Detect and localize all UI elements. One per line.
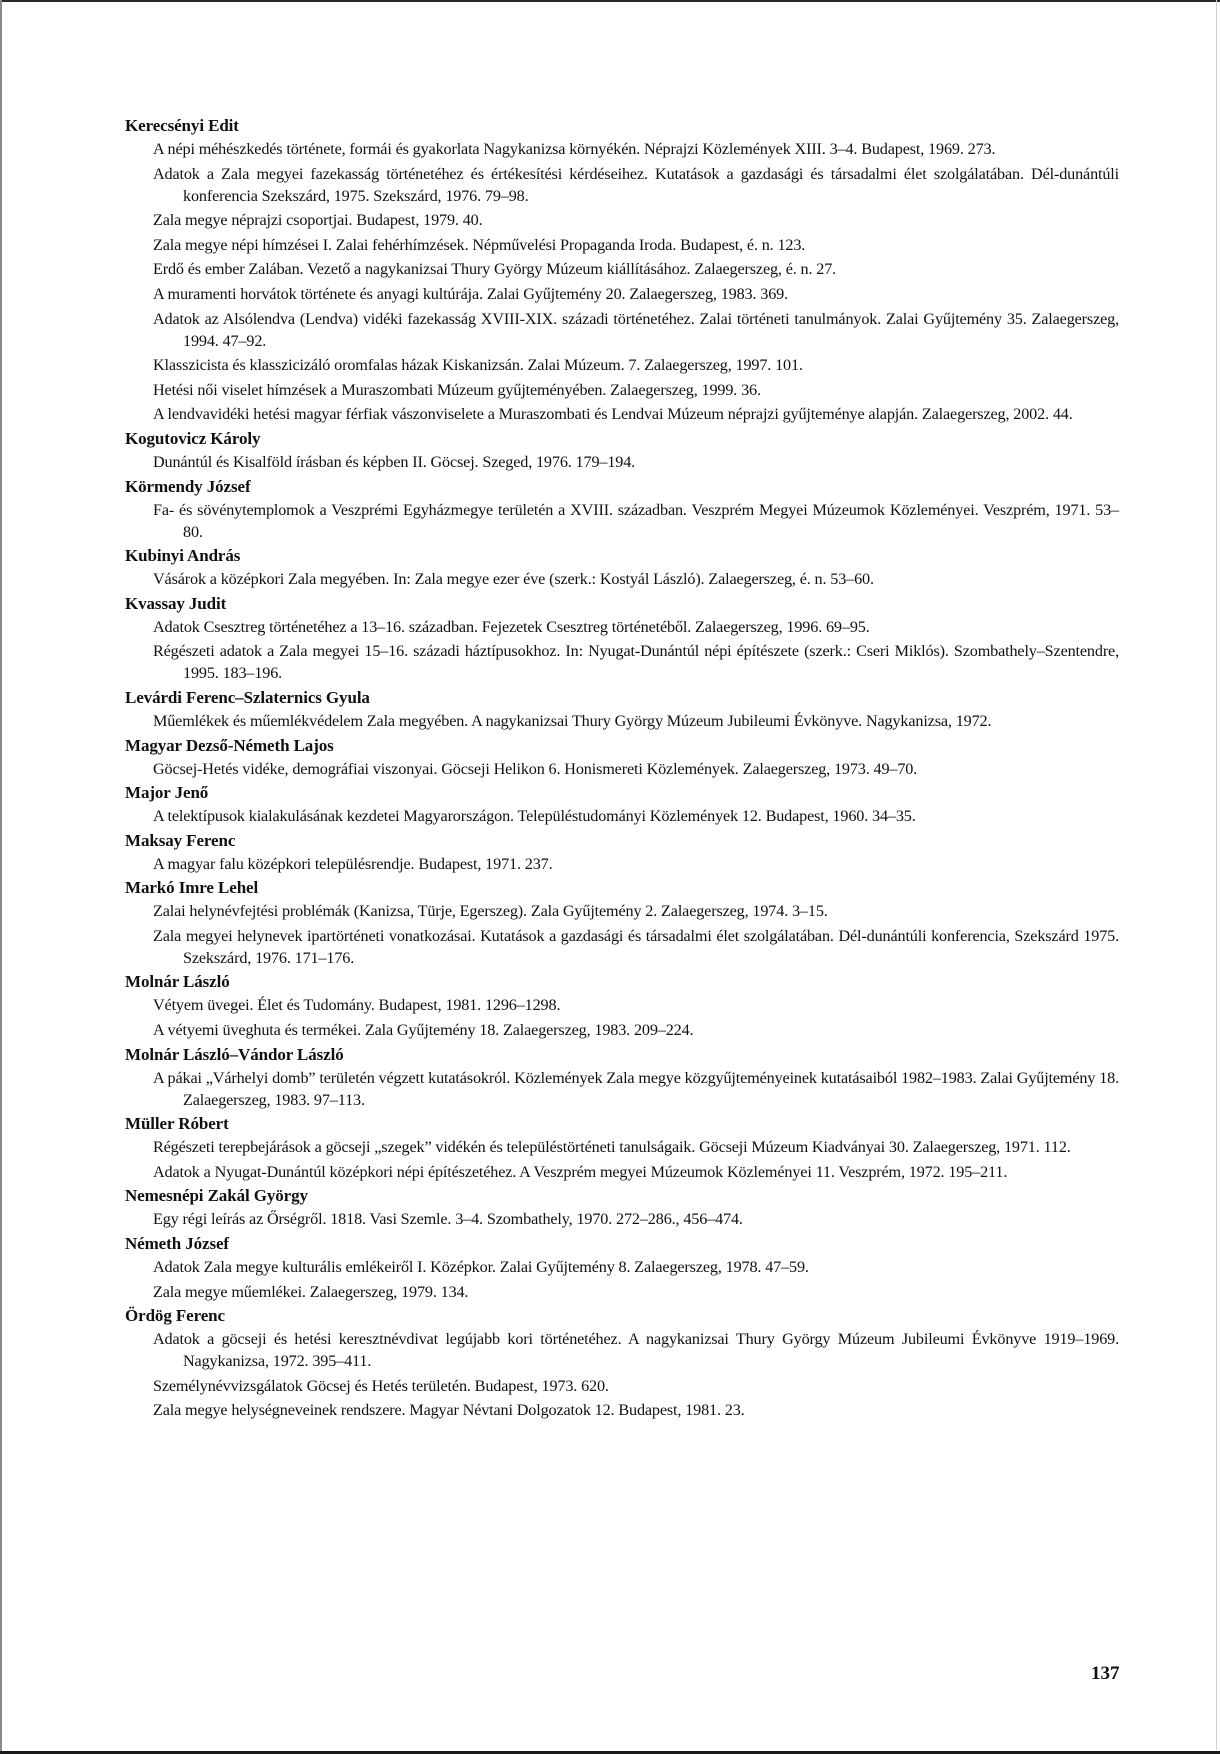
author-heading: Molnár László [125, 972, 230, 992]
bibliography-entry: Személynévvizsgálatok Göcsej és Hetés területén. Budapest, 1973. 620. [153, 1376, 609, 1395]
author-heading: Kerecsényi Edit [125, 116, 239, 135]
author-group [125, 877, 1119, 969]
bibliography-entry: Régészeti adatok a Zala megyei 15–16. századi háztípusokhoz. In: Nyugat-Dunántúl népi építészete (szerk.: Cseri Miklós). Szombathely–Szentendre, 1995. 183–196. [153, 642, 1119, 683]
author-group [125, 687, 1119, 732]
author-group [125, 1113, 1119, 1183]
author-heading: Körmendy József [125, 476, 251, 496]
author-group [125, 428, 1119, 473]
bibliography-entry: Göcsej-Hetés vidéke, demográfiai viszonyai. Göcseji Helikon 6. Honismereti Közlemények. Zalaegerszeg, 1973. 49–70. [153, 759, 918, 778]
author-heading: Kubinyi András [125, 546, 241, 566]
page-edge-left [0, 0, 2, 1754]
author-heading: Maksay Ferenc [125, 830, 236, 850]
bibliography-entry: A muramenti horvátok története és anyagi kultúrája. Zalai Gyűjtemény 20. Zalaegerszeg, 1983. 369. [153, 284, 788, 303]
author-heading: Levárdi Ferenc–Szlaternics Gyula [125, 687, 370, 707]
author-group [125, 735, 1119, 780]
bibliography-entry: Zala megye műemlékei. Zalaegerszeg, 1979. 134. [153, 1282, 469, 1301]
author-group [125, 782, 1119, 827]
author-group [125, 830, 1119, 875]
author-group [125, 1305, 1119, 1421]
bibliography-entry: Dunántúl és Kisalföld írásban és képben II. Göcsej. Szeged, 1976. 179–194. [153, 452, 636, 471]
author-group [125, 1044, 1119, 1111]
author-group [125, 593, 1119, 685]
bibliography-list [125, 113, 1119, 1424]
page-edge-top [0, 0, 1220, 2]
bibliography-entry: Adatok a Zala megyei fazekasság történetéhez és értékesítési kérdéseihez. Kutatások a gazdasági és társadalmi élet szolgálatában. Dél-dunántúli konferencia Szekszárd, 1975. Szekszárd, 1976. 79–98. [153, 164, 1119, 205]
bibliography-entry: A pákai „Várhelyi domb” területén végzett kutatásokról. Közlemények Zala megye közgyűjteményeinek kutatásaiból 1982–1983. Zalai Gyűjtemény 18. Zalaegerszeg, 1983. 97–113. [153, 1068, 1119, 1109]
author-heading: Kogutovicz Károly [125, 428, 261, 448]
author-heading: Nemesnépi Zakál György [125, 1186, 308, 1206]
author-group [125, 476, 1119, 543]
page-number: 137 [1091, 1663, 1120, 1684]
bibliography-entry: Zala megye népi hímzései I. Zalai fehérhímzések. Népművelési Propaganda Iroda. Budapest, é. n. 123. [153, 235, 806, 254]
author-heading: Kvassay Judit [125, 593, 227, 613]
bibliography-entry: Hetési női viselet hímzések a Muraszombati Múzeum gyűjteményében. Zalaegerszeg, 1999. 36. [153, 380, 761, 399]
bibliography-entry: Adatok a göcseji és hetési keresztnévdivat legújabb kori történetéhez. A nagykanizsai Thury György Múzeum Jubileumi Évkönyve 1919–1969. Nagykanizsa, 1972. 395–411. [153, 1330, 1119, 1371]
bibliography-entry: Zala megyei helynevek ipartörténeti vonatkozásai. Kutatások a gazdasági és társadalmi élet szolgálatában. Dél-dunántúli konferencia, Szekszárd 1975. Szekszárd, 1976. 171–176. [153, 926, 1119, 967]
author-heading: Ördög Ferenc [125, 1306, 225, 1326]
bibliography-entry: Műemlékek és műemlékvédelem Zala megyében. A nagykanizsai Thury György Múzeum Jubileumi Évkönyve. Nagykanizsa, 1972. [153, 711, 992, 730]
author-group [125, 545, 1119, 590]
author-heading: Markó Imre Lehel [125, 878, 259, 898]
bibliography-entry: Egy régi leírás az Őrségről. 1818. Vasi Szemle. 3–4. Szombathely, 1970. 272–286., 456–474. [153, 1210, 743, 1229]
bibliography-entry: Vétyem üvegei. Élet és Tudomány. Budapest, 1981. 1296–1298. [153, 996, 561, 1015]
bibliography-entry: Adatok Zala megye kulturális emlékeiről I. Középkor. Zalai Gyűjtemény 8. Zalaegerszeg, 1978. 47–59. [153, 1258, 809, 1277]
author-heading: Müller Róbert [125, 1114, 229, 1134]
bibliography-entry: Adatok Csesztreg történetéhez a 13–16. században. Fejezetek Csesztreg történetéből. Zalaegerszeg, 1996. 69–95. [153, 617, 870, 636]
bibliography-entry: A magyar falu középkori településrendje. Budapest, 1971. 237. [153, 854, 553, 873]
author-heading: Magyar Dezső-Németh Lajos [125, 735, 334, 755]
bibliography-entry: Adatok az Alsólendva (Lendva) vidéki fazekasság XVIII-XIX. századi történetéhez. Zalai történeti tanulmányok. Zalai Gyűjtemény 35. Zalaegerszeg, 1994. 47–92. [153, 309, 1119, 350]
bibliography-entry: Klasszicista és klasszicizáló oromfalas házak Kiskanizsán. Zalai Múzeum. 7. Zalaegerszeg, 1997. 101. [153, 356, 803, 375]
bibliography-entry: Adatok a Nyugat-Dunántúl középkori népi építészetéhez. A Veszprém megyei Múzeumok Közleményei 11. Veszprém, 1972. 195–211. [153, 1162, 1008, 1181]
bibliography-entry: A lendvavidéki hetési magyar férfiak vászonviselete a Muraszombati és Lendvai Múzeum néprajzi gyűjteménye alapján. Zalaegerszeg, 2002. 44. [153, 405, 1073, 424]
author-heading: Molnár László–Vándor László [125, 1044, 344, 1064]
bibliography-entry: Zala megye néprajzi csoportjai. Budapest, 1979. 40. [153, 211, 483, 230]
author-group [125, 1233, 1119, 1303]
bibliography-entry: A telektípusok kialakulásának kezdetei Magyarországon. Településtudományi Közlemények 12. Budapest, 1960. 34–35. [153, 807, 916, 826]
author-group [125, 971, 1119, 1041]
bibliography-entry: Régészeti terepbejárások a göcseji „szegek” vidékén és településtörténeti tanulságaik. Göcseji Múzeum Kiadványai 30. Zalaegerszeg, 1971. 112. [153, 1138, 1071, 1157]
bibliography-entry: Zalai helynévfejtési problémák (Kanizsa, Türje, Egerszeg). Zala Gyűjtemény 2. Zalaegerszeg, 1974. 3–15. [153, 902, 828, 921]
author-heading: Major Jenő [125, 783, 209, 803]
author-group [125, 1185, 1119, 1230]
bibliography-entry: A népi méhészkedés története, formái és gyakorlata Nagykanizsa környékén. Néprajzi Közlemények XIII. 3–4. Budapest, 1969. 273. [153, 140, 996, 158]
bibliography-entry: A vétyemi üveghuta és termékei. Zala Gyűjtemény 18. Zalaegerszeg, 1983. 209–224. [153, 1021, 694, 1040]
page-edge-right [1216, 0, 1217, 1750]
author-group [125, 115, 1119, 425]
bibliography-entry: Vásárok a középkori Zala megyében. In: Zala megye ezer éve (szerk.: Kostyál László). Zalaegerszeg, é. n. 53–60. [153, 570, 874, 589]
author-heading: Németh József [125, 1234, 229, 1254]
bibliography-entry: Zala megye helységneveinek rendszere. Magyar Névtani Dolgozatok 12. Budapest, 1981. 23. [153, 1401, 745, 1420]
bibliography-entry: Fa- és sövénytemplomok a Veszprémi Egyházmegye területén a XVIII. században. Veszprém Megyei Múzeumok Közleményei. Veszprém, 1971. 53–80. [153, 500, 1119, 541]
bibliography-entry: Erdő és ember Zalában. Vezető a nagykanizsai Thury György Múzeum kiállításához. Zalaegerszeg, é. n. 27. [153, 260, 837, 279]
